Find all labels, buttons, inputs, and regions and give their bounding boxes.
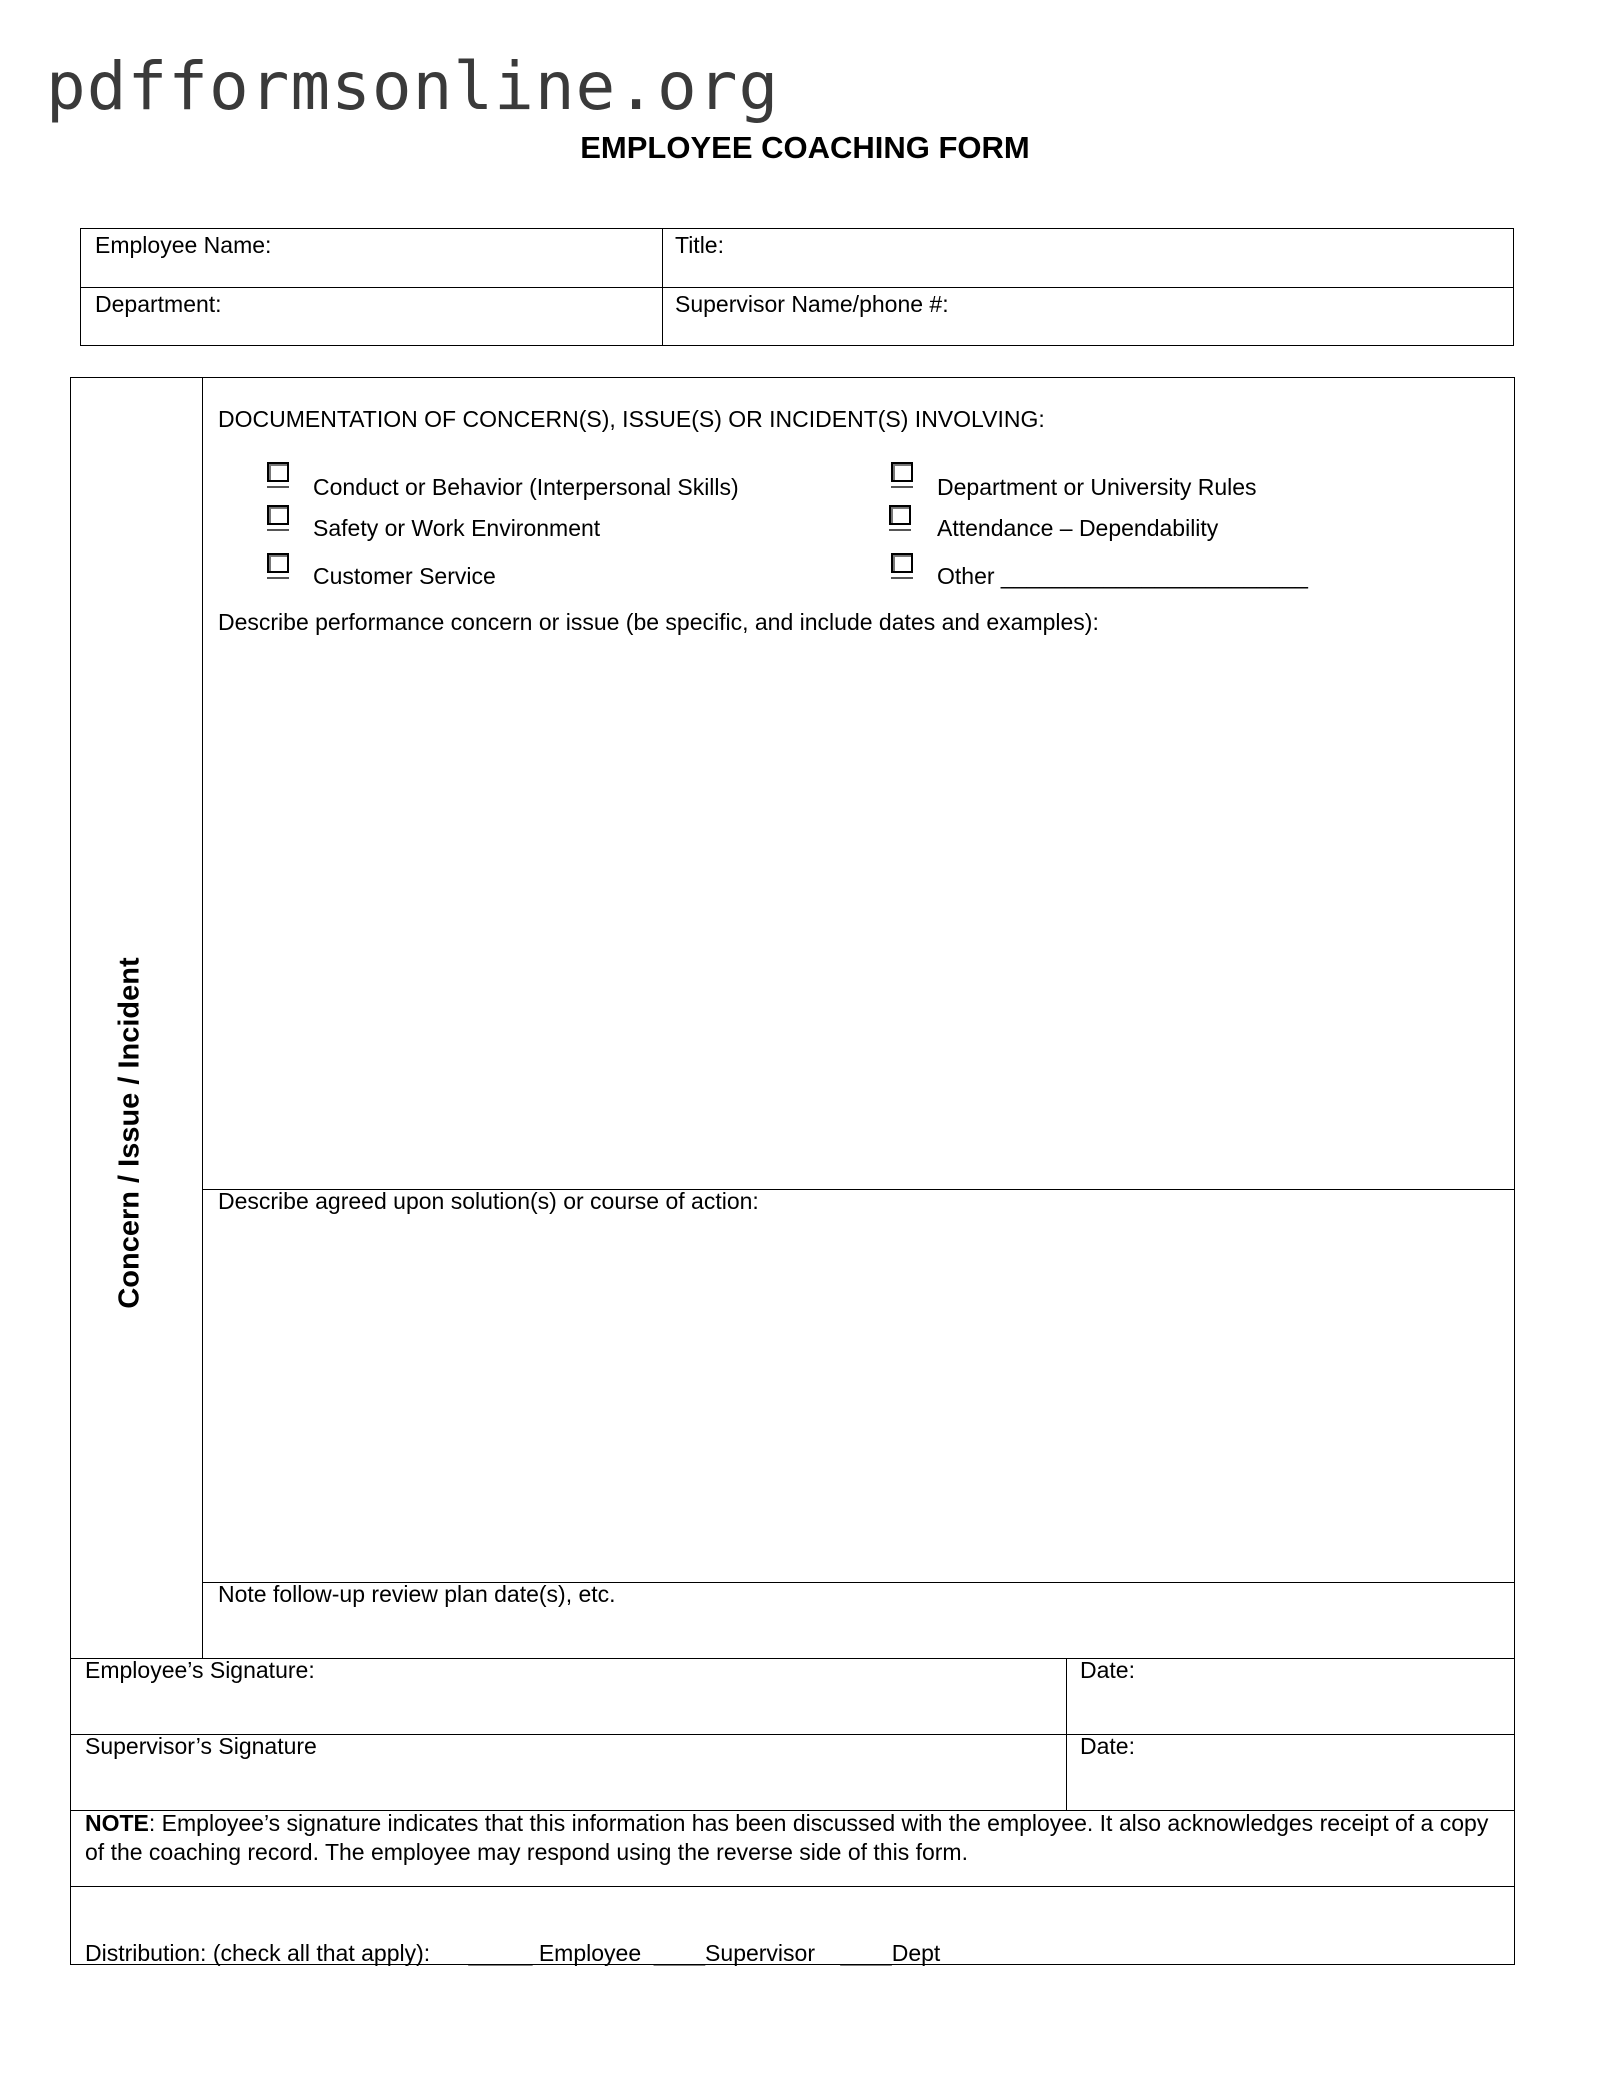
employee-name-field[interactable]: Employee Name: <box>95 232 272 258</box>
documentation-heading: DOCUMENTATION OF CONCERN(S), ISSUE(S) OR INCIDENT(S) INVOLVING: <box>218 406 1045 432</box>
note-body: : Employee’s signature indicates that this information has been discussed with the employee. It also acknowledges receipt of a copy of the coaching record. The employee may respond using the reverse side of this form. <box>85 1810 1489 1865</box>
distribution-line[interactable]: Distribution: (check all that apply): _____ Employee ____Supervisor ____Dept <box>85 1940 941 1966</box>
conduct-label: Conduct or Behavior (Interpersonal Skills) <box>313 474 739 500</box>
other-checkbox[interactable] <box>891 553 913 573</box>
supervisor-signature-field[interactable]: Supervisor’s Signature <box>85 1733 317 1759</box>
customer-service-checkbox[interactable] <box>267 553 289 573</box>
customer-service-label: Customer Service <box>313 563 496 589</box>
title-field[interactable]: Title: <box>675 232 724 258</box>
followup-label: Note follow-up review plan date(s), etc. <box>218 1581 616 1607</box>
rules-checkbox[interactable] <box>891 462 913 482</box>
side-label: Concern / Issue / Incident <box>113 957 146 1309</box>
describe-solution-label: Describe agreed upon solution(s) or course of action: <box>218 1188 759 1214</box>
header-table <box>80 228 1514 346</box>
supervisor-date-field[interactable]: Date: <box>1080 1733 1135 1759</box>
rules-label: Department or University Rules <box>937 474 1257 500</box>
note-text <box>85 1809 1495 1867</box>
attendance-label: Attendance – Dependability <box>937 515 1219 541</box>
watermark: pdfformsonline.org <box>46 48 780 125</box>
employee-date-field[interactable]: Date: <box>1080 1657 1135 1683</box>
safety-checkbox[interactable] <box>267 505 289 525</box>
employee-signature-field[interactable]: Employee’s Signature: <box>85 1657 315 1683</box>
conduct-checkbox[interactable] <box>267 462 289 482</box>
describe-concern-label: Describe performance concern or issue (be specific, and include dates and examples): <box>218 609 1099 635</box>
form-title: EMPLOYEE COACHING FORM <box>580 130 1030 165</box>
attendance-checkbox[interactable] <box>889 505 911 525</box>
concern-section <box>70 377 1515 1965</box>
other-label[interactable]: Other ________________________ <box>937 563 1308 589</box>
safety-label: Safety or Work Environment <box>313 515 601 541</box>
note-label: NOTE <box>85 1810 149 1836</box>
supervisor-field[interactable]: Supervisor Name/phone #: <box>675 291 949 317</box>
department-field[interactable]: Department: <box>95 291 222 317</box>
